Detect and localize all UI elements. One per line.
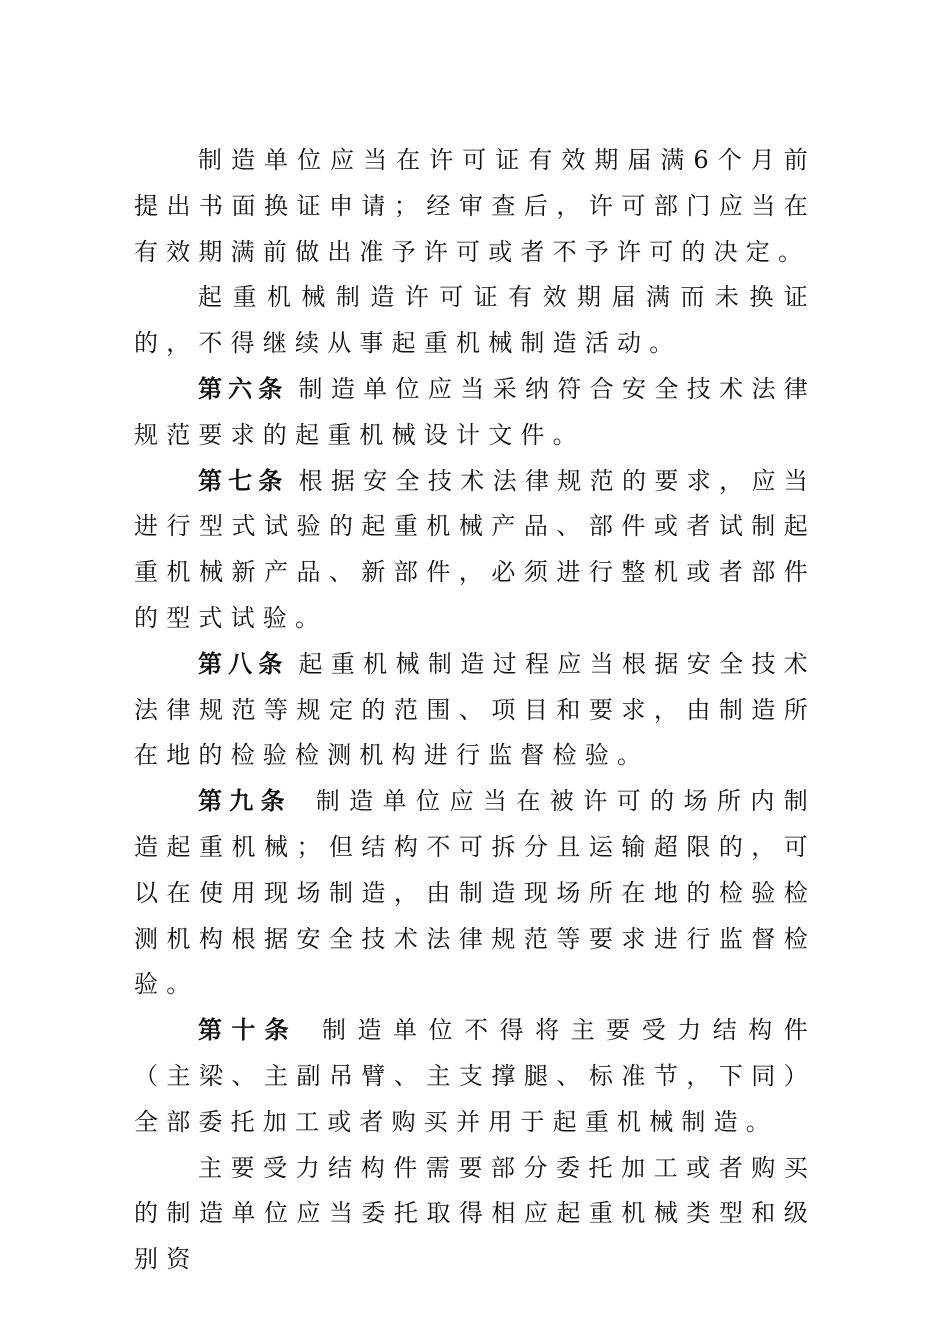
paragraph-expired-license (134, 275, 816, 367)
paragraph-text: 制造单位应当在被许可的场所内制造起重机械；但结构不可拆分且运输超限的，可以在使用现场制造，由制造现场所在地的检验检测机构根据安全技术法律规范等要求进行监督检验。 (134, 787, 817, 999)
paragraph-text: 根据安全技术法律规范的要求，应当进行型式试验的起重机械产品、部件或者试制起重机械新产品、新部件，必须进行整机或者部件的型式试验。 (134, 466, 816, 632)
paragraph-text: 制造单位不得将主要受力结构件（主梁、主副吊臂、主支撑腿、标准节，下同）全部委托加工或者购买并用于起重机械制造。 (134, 1016, 816, 1136)
article-8 (134, 642, 816, 779)
article-heading: 第八条 (198, 649, 289, 678)
article-7 (134, 459, 816, 642)
paragraph-renewal-application (134, 138, 816, 275)
article-heading: 第六条 (198, 374, 289, 403)
article-heading: 第九条 (198, 787, 292, 816)
document-page (134, 138, 816, 1283)
article-10 (134, 1008, 816, 1145)
article-heading: 第十条 (198, 1016, 298, 1045)
paragraph-text: 主要受力结构件需要部分委托加工或者购买的制造单位应当委托取得相应起重机械类型和级别资 (134, 1153, 816, 1274)
paragraph-text: 制造单位应当采纳符合安全技术法律规范要求的起重机械设计文件。 (134, 374, 816, 449)
article-heading: 第七条 (198, 466, 289, 495)
article-9 (134, 779, 816, 1008)
paragraph-text: 起重机械制造许可证有效期届满而未换证的，不得继续从事起重机械制造活动。 (134, 283, 816, 358)
article-6 (134, 367, 816, 459)
paragraph-text: 制造单位应当在许可证有效期届满6个月前提出书面换证申请；经审查后，许可部门应当在有效期满前做出准予许可或者不予许可的决定。 (134, 146, 816, 266)
paragraph-text: 起重机械制造过程应当根据安全技术法律规范等规定的范围、项目和要求，由制造所在地的检验检测机构进行监督检验。 (134, 649, 816, 770)
paragraph-partial-outsourcing (134, 1146, 816, 1283)
